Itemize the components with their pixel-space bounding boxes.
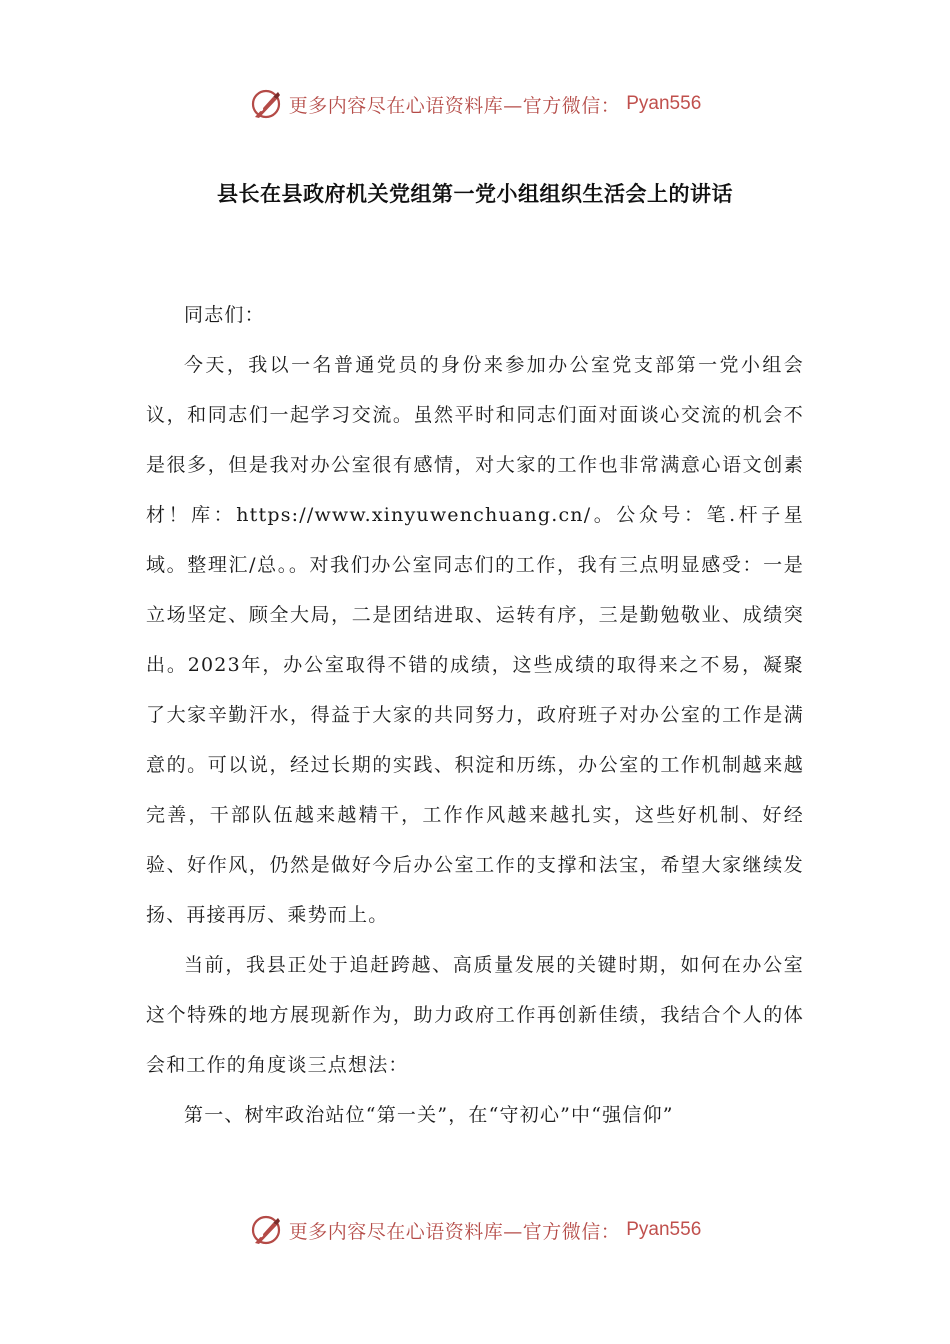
- wechat-id: Pyan556: [626, 1219, 702, 1240]
- pen-logo-icon: [249, 87, 283, 121]
- paragraph-2: 当前，我县正处于追赶跨越、高质量发展的关键时期，如何在办公室这个特殊的地方展现新作为，助力政府工作再创新佳绩，我结合个人的体会和工作的角度谈三点想法：: [146, 954, 804, 1076]
- header-banner: [0, 84, 950, 124]
- wechat-id: Pyan556: [626, 93, 702, 114]
- document-title: 县长在县政府机关党组第一党小组组织生活会上的讲话: [217, 182, 733, 206]
- paragraph-3: 第一、树牢政治站位“第一关”，在“守初心”中“强信仰”: [184, 1104, 674, 1126]
- pen-logo-icon: [249, 1213, 283, 1247]
- document-body: [146, 290, 804, 1140]
- footer-banner: [0, 1210, 950, 1250]
- paragraph-1: 今天，我以一名普通党员的身份来参加办公室党支部第一党小组会议，和同志们一起学习交流。虽然平时和同志们面对面谈心交流的机会不是很多，但是我对办公室很有感情，对大家的工作也非常满意心语文创素材！库：https://www.xinyuwenchuang.cn/。公众号：笔.杆子星域。整理汇/总。。对我们办公室同志们的工作，我有三点明显感受：一是立场坚定、顾全大局，二是团结进取、运转有序，三是勤勉敬业、成绩突出。2023年，办公室取得不错的成绩，这些成绩的取得来之不易，凝聚了大家辛勤汗水，得益于大家的共同努力，政府班子对办公室的工作是满意的。可以说，经过长期的实践、积淀和历练，办公室的工作机制越来越完善，干部队伍越来越精干，工作作风越来越扎实，这些好机制、好经验、好作风，仍然是做好今后办公室工作的支撑和法宝，希望大家继续发扬、再接再厉、乘势而上。: [146, 354, 804, 926]
- banner-text: 更多内容尽在心语资料库—官方微信：: [288, 94, 621, 117]
- salutation: 同志们：: [184, 304, 265, 326]
- banner-text: 更多内容尽在心语资料库—官方微信：: [288, 1220, 621, 1243]
